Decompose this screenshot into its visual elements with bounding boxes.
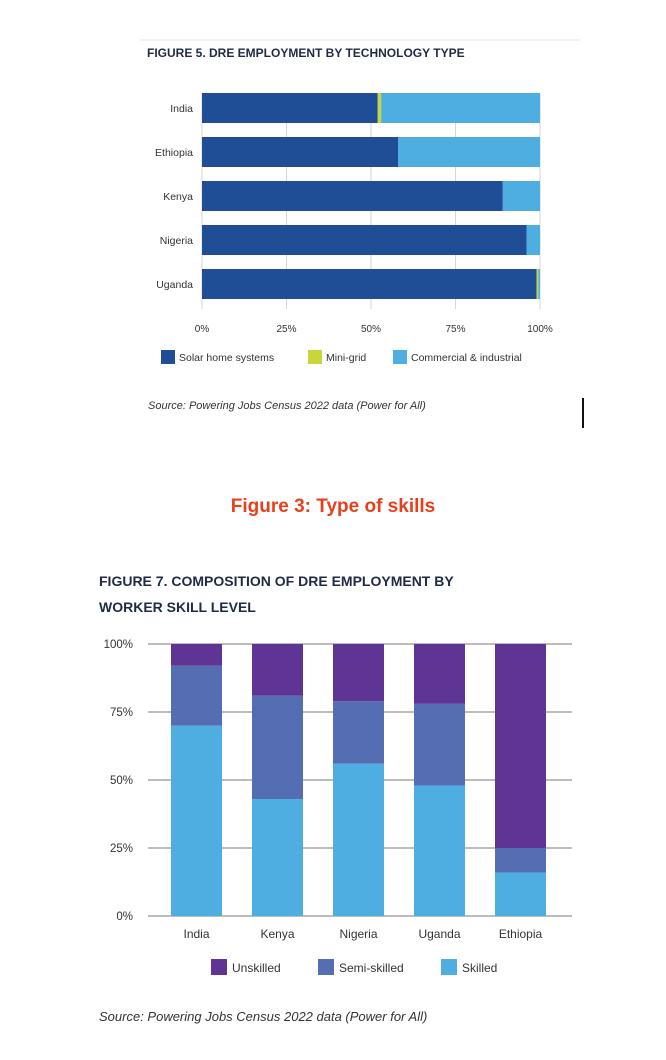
fig7-bar-segment bbox=[414, 785, 465, 916]
fig7-bar-segment bbox=[171, 666, 222, 726]
fig5-category-label: Ethiopia bbox=[155, 147, 193, 159]
fig5-bar-segment bbox=[537, 269, 539, 299]
fig5-category-label: Kenya bbox=[163, 191, 193, 203]
fig5-bar-segment bbox=[202, 93, 378, 123]
section-heading: Figure 3: Type of skills bbox=[230, 496, 436, 517]
fig5-title: FIGURE 5. DRE EMPLOYMENT BY TECHNOLOGY TYPE bbox=[147, 46, 465, 60]
fig7-bar-segment bbox=[252, 799, 303, 916]
fig5-bar-segment bbox=[538, 269, 540, 299]
fig5-bar-segment bbox=[202, 225, 526, 255]
text-cursor bbox=[582, 398, 584, 428]
fig7-bar-segment bbox=[171, 644, 222, 666]
fig7-bar-segment bbox=[414, 644, 465, 704]
fig5-x-tick-label: 75% bbox=[445, 324, 466, 335]
fig7-legend-swatch bbox=[441, 959, 457, 975]
figure-5-chart bbox=[0, 0, 666, 450]
fig7-category-label: Nigeria bbox=[339, 927, 378, 941]
fig7-bar-segment bbox=[495, 872, 546, 916]
fig7-category-label: Kenya bbox=[260, 927, 295, 941]
fig7-category-label: Ethiopia bbox=[498, 927, 543, 941]
fig7-category-label: India bbox=[183, 927, 210, 941]
fig7-y-tick-label: 0% bbox=[116, 911, 133, 923]
fig5-legend-swatch bbox=[393, 350, 407, 364]
fig5-bar-segment bbox=[398, 137, 540, 167]
fig7-bar-segment bbox=[252, 644, 303, 696]
fig5-legend-label: Commercial & industrial bbox=[411, 352, 522, 364]
fig5-bar-segment bbox=[202, 181, 503, 211]
fig7-bar-segment bbox=[495, 644, 546, 848]
fig7-title-line-1: FIGURE 7. COMPOSITION OF DRE EMPLOYMENT BY bbox=[99, 573, 454, 589]
fig5-bar-segment bbox=[526, 225, 540, 255]
fig5-x-tick-label: 25% bbox=[276, 324, 297, 335]
fig5-legend-label: Mini-grid bbox=[326, 352, 367, 364]
fig7-bar-segment bbox=[171, 726, 222, 916]
fig5-legend-swatch bbox=[308, 350, 322, 364]
fig7-legend-label: Semi-skilled bbox=[339, 961, 404, 975]
fig7-bar-segment bbox=[333, 701, 384, 764]
fig7-bar-segment bbox=[495, 848, 546, 872]
fig7-title-line-2: WORKER SKILL LEVEL bbox=[99, 599, 256, 615]
fig7-bar-segment bbox=[414, 704, 465, 786]
fig7-y-tick-label: 50% bbox=[109, 775, 133, 787]
fig5-x-tick-label: 100% bbox=[527, 324, 553, 335]
fig5-bar-segment bbox=[202, 137, 398, 167]
fig7-legend-label: Unskilled bbox=[232, 961, 281, 975]
fig5-bar-segment bbox=[381, 93, 540, 123]
fig7-y-tick-label: 25% bbox=[109, 843, 133, 855]
fig7-bar-segment bbox=[252, 696, 303, 799]
fig5-legend-swatch bbox=[161, 350, 175, 364]
fig7-bar-segment bbox=[333, 644, 384, 701]
fig7-legend-swatch bbox=[318, 959, 334, 975]
fig5-category-label: Uganda bbox=[156, 279, 193, 291]
fig5-bar-segment bbox=[503, 181, 540, 211]
fig7-source: Source: Powering Jobs Census 2022 data (Power for All) bbox=[99, 1009, 428, 1024]
fig5-source: Source: Powering Jobs Census 2022 data (Power for All) bbox=[148, 400, 426, 412]
fig5-bar-segment bbox=[378, 93, 381, 123]
fig7-legend-label: Skilled bbox=[462, 961, 498, 975]
fig5-category-label: India bbox=[170, 103, 193, 115]
fig5-legend-label: Solar home systems bbox=[179, 352, 275, 364]
fig5-x-tick-label: 0% bbox=[194, 324, 210, 335]
fig5-category-label: Nigeria bbox=[159, 235, 193, 247]
fig7-bar-segment bbox=[333, 764, 384, 916]
fig7-legend-swatch bbox=[211, 959, 227, 975]
fig7-category-label: Uganda bbox=[418, 927, 461, 941]
fig5-x-tick-label: 50% bbox=[360, 324, 382, 335]
fig7-y-tick-label: 100% bbox=[103, 639, 133, 651]
fig5-bar-segment bbox=[202, 269, 537, 299]
fig7-y-tick-label: 75% bbox=[109, 707, 133, 719]
